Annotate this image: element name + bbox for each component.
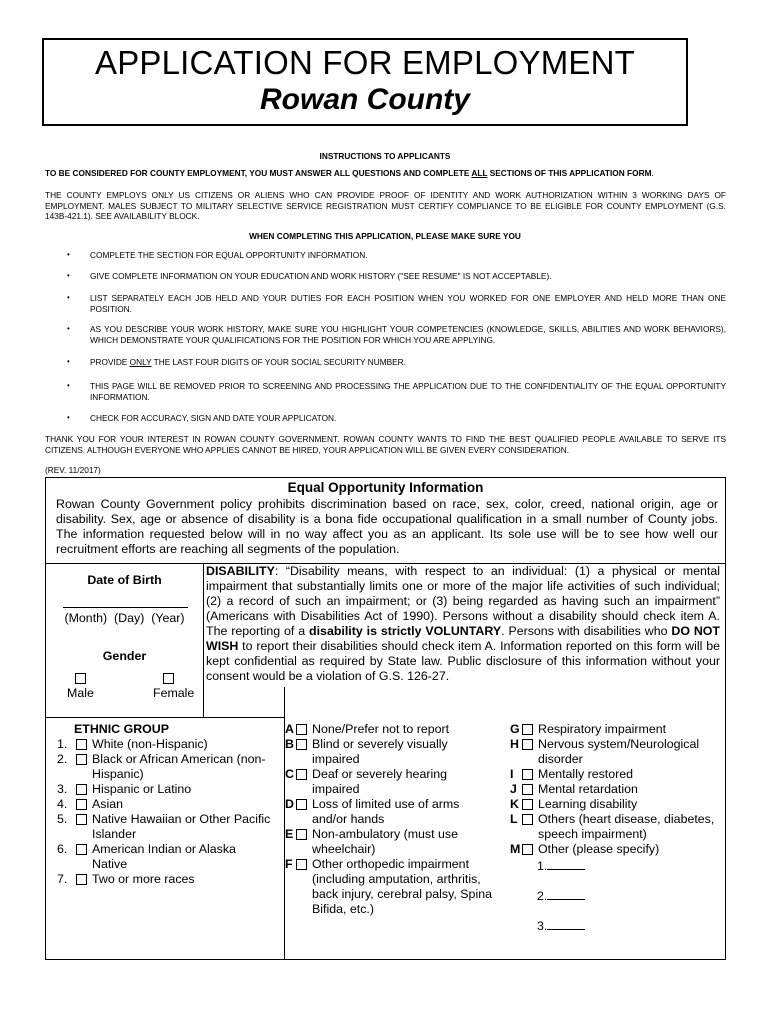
revision-date: (REV. 11/2017) (45, 465, 101, 475)
bullet-dot: • (67, 324, 70, 333)
bullet5-post: THE LAST FOUR DIGITS OF YOUR SOCIAL SECURITY NUMBER. (151, 357, 406, 367)
ethnic-number: 2. (57, 752, 68, 766)
specify-number: 3. (537, 919, 548, 933)
bullet-dot: • (67, 250, 70, 259)
disability-option-label: Blind or severely visually (312, 737, 448, 751)
ethnic-checkbox[interactable] (76, 754, 87, 765)
ethnic-option-label: Hispanic) (92, 767, 144, 781)
disability-text: . Persons with disabilities who (501, 624, 672, 638)
instructions-subheading: WHEN COMPLETING THIS APPLICATION, PLEASE MAKE SURE YOU (249, 231, 521, 241)
page-title: APPLICATION FOR EMPLOYMENT (95, 44, 635, 81)
disability-checkbox[interactable] (522, 769, 533, 780)
line1-all: ALL (471, 168, 488, 178)
disability-option-label: (including amputation, arthritis, (312, 872, 481, 886)
disability-checkbox[interactable] (296, 724, 307, 735)
specify-line[interactable] (537, 917, 585, 934)
instructions-line1 (45, 168, 654, 179)
disability-checkbox[interactable] (296, 829, 307, 840)
disability-checkbox[interactable] (522, 799, 533, 810)
disability-checkbox[interactable] (296, 739, 307, 750)
disability-option-label: back injury, cerebral palsy, Spina (312, 887, 492, 901)
dob-format: (Month) (Day) (Year) (64, 611, 185, 625)
eoe-heading: Equal Opportunity Information (287, 480, 484, 495)
disability-option-label: impaired (312, 782, 360, 796)
specify-blank[interactable] (547, 917, 585, 930)
disability-option-label: Mentally restored (538, 767, 634, 781)
disability-letter: A (285, 722, 294, 736)
disability-checkbox[interactable] (296, 769, 307, 780)
bullet-item: AS YOU DESCRIBE YOUR WORK HISTORY, MAKE SURE YOU HIGHLIGHT YOUR COMPETENCIES (KNOWLEDGE, SKILLS, ABILITIES AND WORK BEHAVIORS), WHICH DEMONSTRATE YOUR QUALIFICATIONS FOR THE POSITION FOR WHICH YOU ARE APPLYING. (90, 324, 726, 345)
ethnic-option-label: Native Hawaiian or Other Pacific (92, 812, 271, 826)
disability-letter: I (510, 767, 514, 781)
male-checkbox[interactable] (75, 673, 86, 684)
disability-option-label: Loss of limited use of arms (312, 797, 460, 811)
gender-label: Gender (102, 649, 147, 663)
bullet-dot: • (67, 381, 70, 390)
disability-option-label: Bifida, etc.) (312, 902, 374, 916)
ethnic-number: 4. (57, 797, 68, 811)
disability-letter: B (285, 737, 294, 751)
disability-text: : “Disability means, with respect to an individual: (1) a physical or mental impairment that substantially limits one or more of the major life activities of such individual; (2) a record of such an impairment; or (3) being regarded as having such an impairment” (Americans with Disabilities Act of 1990). Persons without a disability should check item A. The reporting of a (206, 564, 720, 638)
disability-option-label: impaired (312, 752, 360, 766)
disability-option-label: Respiratory impairment (538, 722, 667, 736)
disability-letter: L (510, 812, 518, 826)
specify-blank[interactable] (547, 887, 585, 900)
bullet5-pre: PROVIDE (90, 357, 130, 367)
instructions-heading: INSTRUCTIONS TO APPLICANTS (319, 151, 451, 161)
ethnic-checkbox[interactable] (76, 799, 87, 810)
instructions-paragraph: THE COUNTY EMPLOYS ONLY US CITIZENS OR ALIENS WHO CAN PROVIDE PROOF OF IDENTITY AND WORK AUTHORIZATION WITHIN 3 WORKING DAYS OF EMPLOYMENT. MALES SUBJECT TO MILITARY SELECTIVE SERVICE REGISTRATION MUST CERTIFY COMPLIANCE TO BE ELIGIBLE FOR COUNTY EMPLOYMENT (G.S. 143B-421.1). SEE AVAILABILITY BLOCK. (45, 190, 726, 221)
bullet-item: LIST SEPARATELY EACH JOB HELD AND YOUR DUTIES FOR EACH POSITION WHEN YOU WORKED FOR ONE EMPLOYER AND HELD MORE THAN ONE POSITION. (90, 293, 726, 314)
line1-text: TO BE CONSIDERED FOR COUNTY EMPLOYMENT, YOU MUST ANSWER ALL QUESTIONS AND COMPLETE (45, 168, 472, 178)
disability-letter: J (510, 782, 517, 796)
bullet-item: COMPLETE THE SECTION FOR EQUAL OPPORTUNITY INFORMATION. (90, 250, 368, 260)
ethnic-option-label: Islander (92, 827, 137, 841)
disability-option-label: speech impairment) (538, 827, 647, 841)
dob-input-line[interactable] (63, 607, 188, 608)
bullet-dot: • (67, 271, 70, 280)
ethnic-number: 7. (57, 872, 68, 886)
ethnic-number: 1. (57, 737, 68, 751)
bullet5-only: ONLY (129, 357, 152, 367)
divider (46, 717, 284, 718)
female-checkbox[interactable] (163, 673, 174, 684)
ethnic-number: 5. (57, 812, 68, 826)
specify-line[interactable] (537, 887, 585, 904)
ethnic-checkbox[interactable] (76, 784, 87, 795)
specify-blank[interactable] (547, 857, 585, 870)
disability-letter: F (285, 857, 293, 871)
disability-letter: M (510, 842, 521, 856)
disability-option-label: Nervous system/Neurological (538, 737, 700, 751)
disability-letter: D (285, 797, 294, 811)
disability-option-label: None/Prefer not to report (312, 722, 450, 736)
ethnic-checkbox[interactable] (76, 874, 87, 885)
disability-option-label: Non-ambulatory (must use (312, 827, 458, 841)
disability-checkbox[interactable] (522, 844, 533, 855)
title-box (42, 38, 688, 126)
specify-number: 1. (537, 859, 548, 873)
disability-letter: G (510, 722, 520, 736)
disability-checkbox[interactable] (522, 784, 533, 795)
ethnic-number: 3. (57, 782, 68, 796)
ethnic-option-label: Two or more races (92, 872, 195, 886)
ethnic-checkbox[interactable] (76, 739, 87, 750)
disability-option-label: disorder (538, 752, 583, 766)
specify-line[interactable] (537, 857, 585, 874)
disability-option-label: Others (heart disease, diabetes, (538, 812, 715, 826)
disability-do-not-wish: DO NOT WISH (206, 624, 721, 653)
ethnic-option-label: Black or African American (non- (92, 752, 266, 766)
disability-option-label: and/or hands (312, 812, 385, 826)
ethnic-option-label: American Indian or Alaska (92, 842, 236, 856)
bullet-dot: • (67, 357, 70, 366)
disability-checkbox[interactable] (296, 799, 307, 810)
county-name: Rowan County (260, 83, 470, 116)
ethnic-checkbox[interactable] (76, 814, 87, 825)
bullet-dot: • (67, 293, 70, 302)
disability-option-label: Mental retardation (538, 782, 638, 796)
dob-label: Date of Birth (87, 573, 162, 587)
ethnic-number: 6. (57, 842, 68, 856)
ethnic-option-label: Asian (92, 797, 123, 811)
disability-option-label: Other (please specify) (538, 842, 660, 856)
bullet-item: GIVE COMPLETE INFORMATION ON YOUR EDUCATION AND WORK HISTORY ("SEE RESUME" IS NOT ACCEPTABLE). (90, 271, 552, 281)
line1-end: . (651, 168, 654, 178)
bullet-item-ssn (90, 357, 726, 368)
disability-letter: H (510, 737, 519, 751)
eoe-intro: Rowan County Government policy prohibits discrimination based on race, sex, color, creed, national origin, age or disability. Sex, age or absence of disability is a bona fide occupational qualification in a small number of County jobs. The information requested below will in no way affect you as an applicant. Its sole use will be to see how well our recruitment efforts are reaching all segments of the population. (56, 497, 718, 556)
line1-text-post: SECTIONS OF THIS APPLICATION FORM (487, 168, 652, 178)
disability-option-label: wheelchair) (312, 842, 376, 856)
ethnic-checkbox[interactable] (76, 844, 87, 855)
disability-option-label: Learning disability (538, 797, 638, 811)
disability-letter: K (510, 797, 519, 811)
disability-definition (206, 564, 720, 684)
disability-text: to report their disabilities should check item A. Information reported on this form will be kept confidential as required by State law. Public disclosure of this information without your consent would be a violation of G.S. 126-27. (206, 639, 720, 683)
disability-checkbox[interactable] (296, 859, 307, 870)
female-label: Female (153, 686, 195, 700)
disability-checkbox[interactable] (522, 724, 533, 735)
ethnic-option-label: Hispanic or Latino (92, 782, 192, 796)
disability-label: DISABILITY (206, 564, 275, 578)
specify-number: 2. (537, 889, 548, 903)
ethnic-option-label: Native (92, 857, 128, 871)
divider (203, 563, 204, 717)
ethnic-option-label: White (non-Hispanic) (92, 737, 208, 751)
bullet-item: THIS PAGE WILL BE REMOVED PRIOR TO SCREENING AND PROCESSING THE APPLICATION DUE TO THE CONFIDENTIALITY OF THE EQUAL OPPORTUNITY INFORMATION. (90, 381, 726, 402)
disability-letter: E (285, 827, 294, 841)
bullet-dot: • (67, 413, 70, 422)
disability-voluntary: disability is strictly VOLUNTARY (309, 624, 502, 638)
disability-option-label: Other orthopedic impairment (312, 857, 470, 871)
disability-letter: C (285, 767, 294, 781)
disability-checkbox[interactable] (522, 739, 533, 750)
disability-checkbox[interactable] (522, 814, 533, 825)
thank-you-text: THANK YOU FOR YOUR INTEREST IN ROWAN COUNTY GOVERNMENT. ROWAN COUNTY WANTS TO FIND THE BEST QUALIFIED PEOPLE AVAILABLE TO SERVE ITS CITIZENS. ALTHOUGH EVERYONE WHO APPLIES CANNOT BE HIRED, YOUR APPLICATION WILL BE GIVEN EVERY CONSIDERATION. (45, 434, 726, 455)
ethnic-heading: ETHNIC GROUP (74, 722, 169, 736)
disability-option-label: Deaf or severely hearing (312, 767, 447, 781)
male-label: Male (67, 686, 94, 700)
bullet-item: CHECK FOR ACCURACY, SIGN AND DATE YOUR APPLICATON. (90, 413, 337, 423)
